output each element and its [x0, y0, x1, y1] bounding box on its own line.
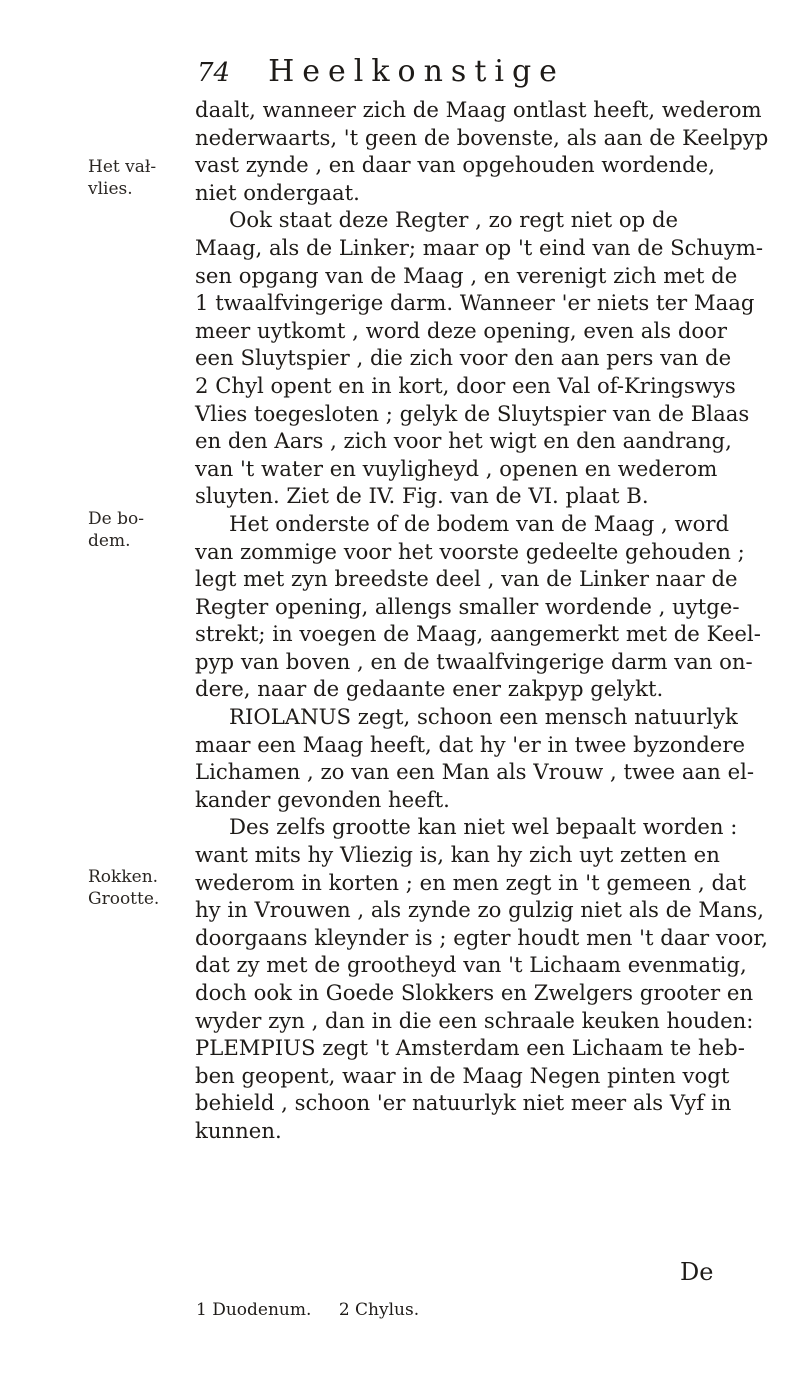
text-line: legt met zyn breedste deel , van de Linker naar de [195, 566, 738, 592]
text-line: Vlies toegesloten ; gelyk de Sluytspier van de Blaas [195, 400, 750, 426]
text-line: van zommige voor het voorste gedeelte gehouden ; [195, 538, 745, 564]
margin-note-line: De bo- [88, 509, 144, 529]
running-title: Heelkonstige [268, 54, 565, 89]
catchword: De [680, 1258, 714, 1286]
text-line: Regter opening, allengs smaller wordende , uytge- [195, 593, 740, 619]
margin-note-vaalvlies [88, 156, 156, 200]
footnotes [196, 1300, 441, 1320]
margin-note-line: vlies. [88, 179, 133, 199]
text-line: wyder zyn , dan in die een schraale keuken houden: [195, 1007, 754, 1033]
text-line: PLEMPIUS zegt 't Amsterdam een Lichaam te heb- [195, 1035, 745, 1061]
text-line: van 't water en vuyligheyd , openen en wederom [195, 455, 718, 481]
text-line: nederwaarts, 't geen de bovenste, als aan de Keelpyp [195, 124, 769, 150]
page-header [197, 54, 717, 89]
margin-note-line: Rokken. [88, 867, 159, 887]
footnote-chylus: 2 Chylus. [338, 1300, 420, 1320]
margin-note-line: Grootte. [88, 889, 160, 909]
body-text [195, 96, 769, 1145]
text-line: behield , schoon 'er natuurlyk niet meer als Vyf in [195, 1090, 732, 1116]
text-line: doch ook in Goede Slokkers en Zwelgers grooter en [195, 980, 754, 1005]
text-line: wederom in korten ; en men zegt in 't gemeen , dat [195, 869, 747, 895]
page-number: 74 [197, 58, 231, 88]
text-line: dere, naar de gedaante ener zakpyp gelykt. [195, 676, 664, 702]
text-line: sen opgang van de Maag , en verenigt zich met de [195, 262, 738, 288]
text-line: daalt, wanneer zich de Maag ontlast heeft, wederom [195, 97, 762, 122]
text-line: Het onderste of de bodem van de Maag , word [229, 510, 730, 536]
text-line: maar een Maag heeft, dat hy 'er in twee byzondere [195, 731, 745, 757]
text-line: Maag, als de Linker; maar op 't eind van de Schuym- [195, 234, 764, 260]
text-line: strekt; in voegen de Maag, aangemerkt met de Keel- [195, 621, 761, 647]
margin-note-line: dem. [88, 531, 131, 551]
text-line: Des zelfs grootte kan niet wel bepaalt worden : [229, 814, 738, 840]
text-line: meer uytkomt , word deze opening, even als door [195, 317, 728, 343]
text-line: Ook staat deze Regter , zo regt niet op de [229, 207, 679, 233]
text-line: pyp van boven , en de twaalfvingerige darm van on- [195, 648, 753, 674]
text-line: 2 Chyl opent en in kort, door een Val of-Kringswys [195, 372, 736, 398]
text-line: een Sluytspier , die zich voor den aan pers van de [195, 345, 732, 371]
text-line: sluyten. Ziet de IV. Fig. van de VI. plaat B. [195, 483, 649, 509]
text-line: dat zy met de grootheyd van 't Lichaam evenmatig, [195, 952, 747, 978]
margin-note-line: Het vał- [88, 157, 157, 177]
text-line: kander gevonden heeft. [195, 786, 450, 812]
text-line: niet ondergaat. [195, 179, 360, 205]
footnote-duodenum: 1 Duodenum. [196, 1300, 312, 1320]
text-line: en den Aars , zich voor het wigt en den aandrang, [195, 428, 732, 454]
text-line: ben geopent, waar in de Maag Negen pinten vogt [195, 1062, 730, 1088]
text-line: Lichamen , zo van een Man als Vrouw , twee aan el- [195, 759, 755, 785]
text-line: RIOLANUS zegt, schoon een mensch natuurlyk [229, 704, 738, 730]
text-line: vast zynde , en daar van opgehouden wordende, [195, 152, 715, 178]
margin-note-rokken [88, 866, 159, 910]
margin-note-bodem [88, 508, 144, 552]
text-line: kunnen. [195, 1117, 282, 1143]
text-line: want mits hy Vliezig is, kan hy zich uyt zetten en [195, 842, 720, 868]
text-line: hy in Vrouwen , als zynde zo gulzig niet als de Mans, [195, 897, 765, 923]
text-line: 1 twaalfvingerige darm. Wanneer 'er niets ter Maag [195, 290, 755, 316]
text-line: doorgaans kleynder is ; egter houdt men 't daar voor, [195, 924, 768, 950]
